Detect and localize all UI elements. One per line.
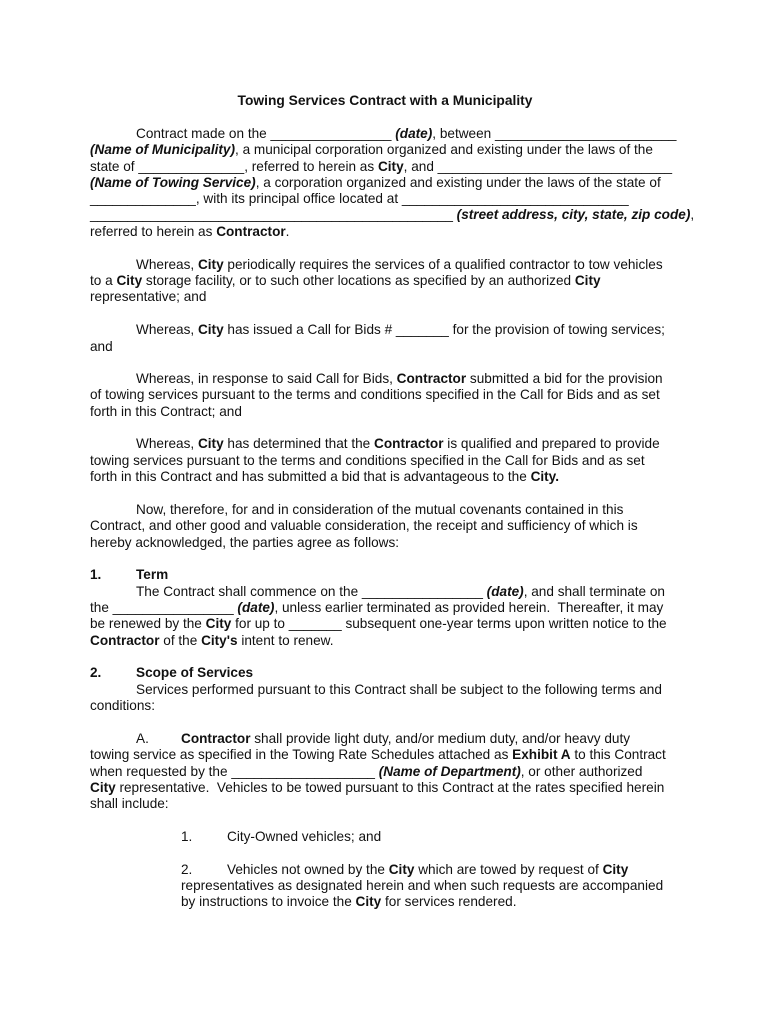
item-1-text: City-Owned vehicles; and bbox=[227, 829, 382, 844]
section-2-number: 2. bbox=[90, 665, 102, 680]
intro-line-6: ________________________________________________ (street address, city, state, zip code), bbox=[90, 207, 695, 222]
document-title: Towing Services Contract with a Municipality bbox=[237, 93, 533, 108]
now-therefore-line-2: Contract, and other good and valuable consideration, the receipt and sufficiency of which is bbox=[90, 518, 638, 533]
whereas-4-line-2: towing services pursuant to the terms and conditions specified in the Call for Bids and as set bbox=[90, 453, 645, 468]
whereas-3-line-3: forth in this Contract; and bbox=[90, 404, 242, 419]
whereas-3-line-1: Whereas, in response to said Call for Bids, Contractor submitted a bid for the provision bbox=[136, 371, 663, 386]
whereas-1-line-3: representative; and bbox=[90, 289, 207, 304]
item-2-line-3: by instructions to invoice the City for services rendered. bbox=[181, 894, 517, 909]
whereas-2-line-2: and bbox=[90, 339, 113, 354]
subsection-a-line-5: shall include: bbox=[90, 796, 169, 811]
section-1-line-1: The Contract shall commence on the ________________ (date), and shall terminate on bbox=[136, 584, 665, 599]
section-2-line-1: Services performed pursuant to this Contract shall be subject to the following terms and bbox=[136, 682, 662, 697]
intro-line-1: Contract made on the ________________ (date), between ________________________ bbox=[136, 126, 677, 141]
whereas-4-line-1: Whereas, City has determined that the Contractor is qualified and prepared to provide bbox=[136, 436, 660, 451]
whereas-1-line-2: to a City storage facility, or to such other locations as specified by an authorized City bbox=[90, 273, 601, 288]
subsection-a-line-4: City representative. Vehicles to be towed pursuant to this Contract at the rates specified herein bbox=[90, 780, 665, 795]
subsection-a-label: A. bbox=[136, 731, 149, 746]
intro-line-2: (Name of Municipality), a municipal corporation organized and existing under the laws of the bbox=[90, 142, 653, 157]
section-1-line-2: the ________________ (date), unless earlier terminated as provided herein. Thereafter, it may bbox=[90, 600, 664, 615]
subsection-a-line-3: when requested by the ___________________ (Name of Department), or other authorized bbox=[90, 764, 643, 779]
now-therefore-line-1: Now, therefore, for and in consideration of the mutual covenants contained in this bbox=[136, 502, 624, 517]
section-1-number: 1. bbox=[90, 567, 102, 582]
subsection-a-line-1: Contractor shall provide light duty, and/or medium duty, and/or heavy duty bbox=[181, 731, 631, 746]
subsection-a-line-2: towing service as specified in the Towing Rate Schedules attached as Exhibit A to this Contract bbox=[90, 747, 666, 762]
intro-line-4: (Name of Towing Service), a corporation organized and existing under the laws of the state of bbox=[90, 175, 661, 190]
whereas-4-line-3: forth in this Contract and has submitted a bid that is advantageous to the City. bbox=[90, 469, 560, 484]
whereas-2-line-1: Whereas, City has issued a Call for Bids # _______ for the provision of towing services; bbox=[136, 322, 665, 337]
item-2-number: 2. bbox=[181, 862, 193, 877]
section-1-line-4: Contractor of the City's intent to renew. bbox=[90, 633, 334, 648]
whereas-1-line-1: Whereas, City periodically requires the services of a qualified contractor to tow vehicles bbox=[136, 257, 663, 272]
intro-line-7: referred to herein as Contractor. bbox=[90, 224, 290, 239]
whereas-3-line-2: of towing services pursuant to the terms and conditions specified in the Call for Bids and as set bbox=[90, 387, 660, 402]
item-2-line-2: representatives as designated herein and when such requests are accompanied bbox=[181, 878, 664, 893]
section-1-heading: Term bbox=[136, 567, 169, 582]
item-1-number: 1. bbox=[181, 829, 193, 844]
intro-line-5: ______________, with its principal office located at ______________________________ bbox=[90, 191, 629, 206]
now-therefore-line-3: hereby acknowledged, the parties agree as follows: bbox=[90, 535, 400, 550]
section-2-heading: Scope of Services bbox=[136, 665, 254, 680]
item-2-line-1: Vehicles not owned by the City which are towed by request of City bbox=[227, 862, 629, 877]
section-1-line-3: be renewed by the City for up to _______ subsequent one-year terms upon written notice to the bbox=[90, 616, 667, 631]
intro-line-3: state of ______________, referred to herein as City, and _______________________________ bbox=[90, 159, 673, 174]
section-2-line-2: conditions: bbox=[90, 698, 155, 713]
